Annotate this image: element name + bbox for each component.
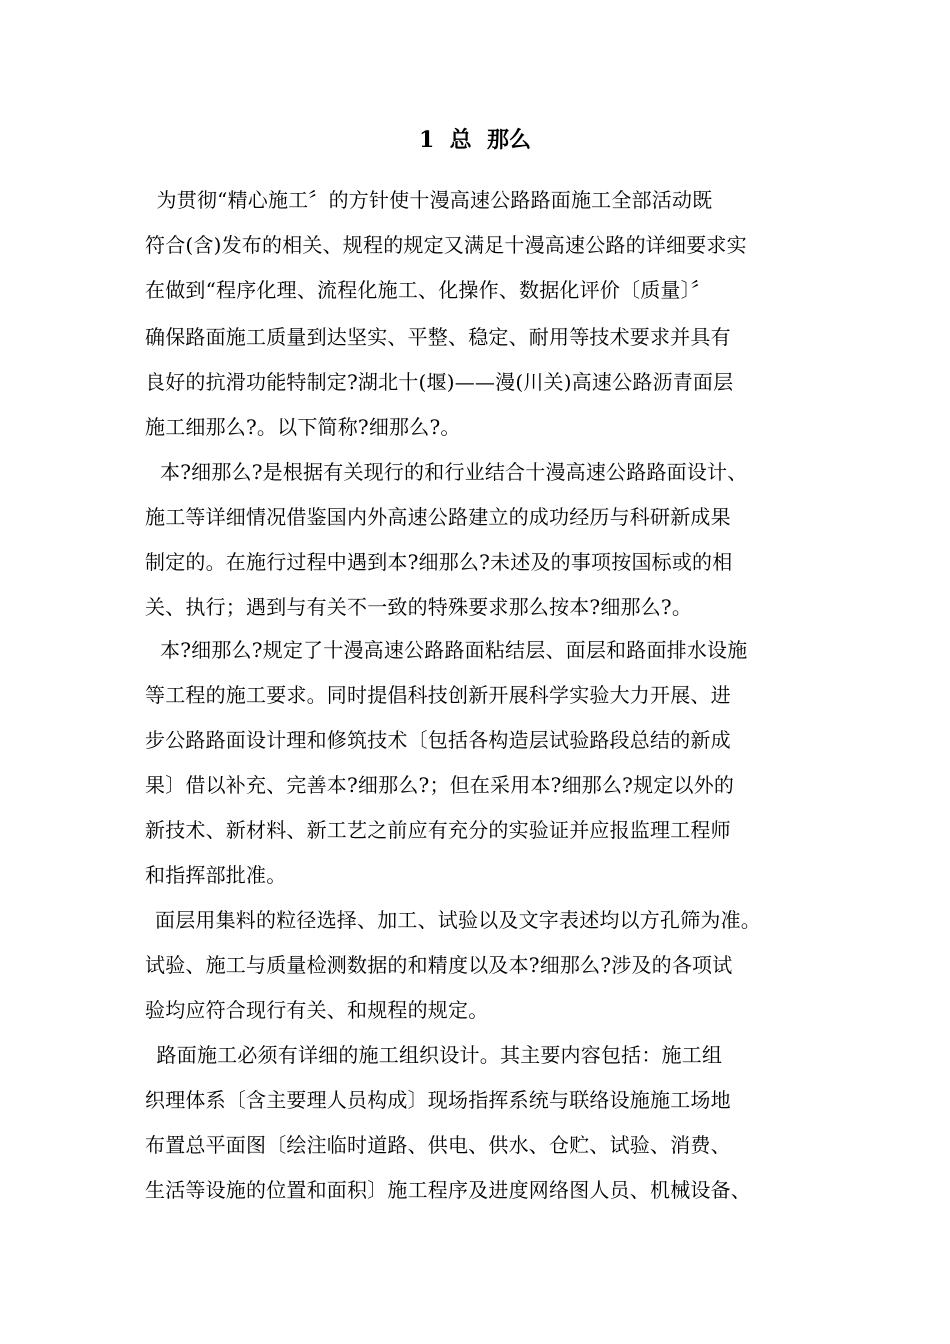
- paragraph-line: 施工等详细情况借鉴国内外高速公路建立的成功经历与科研新成果: [145, 505, 731, 529]
- page-title: 1 总 那么: [419, 127, 531, 153]
- paragraph-line: 步公路路面设计理和修筑技术〔包括各构造层试验路段总结的新成: [145, 728, 731, 752]
- paragraph-line: 在做到“程序化理、流程化施工、化操作、数据化评价〔质量〕〞: [145, 278, 712, 302]
- paragraph-line: 生活等设施的位置和面积〕施工程序及进度网络图人员、机械设备、: [145, 1178, 751, 1202]
- paragraph-line: 新技术、新材料、新工艺之前应有充分的实验证并应报监理工程师: [145, 818, 731, 842]
- paragraph-line: 符合(含)发布的相关、规程的规定又满足十漫高速公路的详细要求实: [145, 233, 747, 257]
- paragraph-line: 关、执行；遇到与有关不一致的特殊要求那么按本?细那么?。: [145, 595, 693, 619]
- paragraph-line: 良好的抗滑功能特制定?湖北十(堰)——漫(川关)高速公路沥青面层: [145, 370, 734, 394]
- paragraph-line: 确保路面施工质量到达坚实、平整、稳定、耐用等技术要求并具有: [145, 325, 731, 349]
- paragraph-line: 制定的。在施行过程中遇到本?细那么?未述及的事项按国标或的相: [145, 550, 733, 574]
- paragraph-line: 试验、施工与质量检测数据的和精度以及本?细那么?涉及的各项试: [145, 953, 733, 977]
- paragraph-line: 本?细那么?规定了十漫高速公路路面粘结层、面层和路面排水设施: [160, 638, 748, 662]
- paragraph-line: 为贯彻“精心施工〞的方针使十漫高速公路路面施工全部活动既: [150, 188, 713, 212]
- paragraph-line: 果〕借以补充、完善本?细那么?；但在采用本?细那么?规定以外的: [145, 773, 735, 797]
- paragraph-line: 本?细那么?是根据有关现行的和行业结合十漫高速公路路面设计、: [160, 460, 748, 484]
- paragraph-line: 布置总平面图〔绘注临时道路、供电、供水、仓贮、试验、消费、: [145, 1133, 731, 1157]
- paragraph-line: 等工程的施工要求。同时提倡科技创新开展科学实验大力开展、进: [145, 683, 731, 707]
- paragraph-line: 织理体系〔含主要理人员构成〕现场指挥系统与联络设施施工场地: [145, 1088, 731, 1112]
- paragraph-line: 施工细那么?。以下简称?细那么?。: [145, 415, 461, 439]
- paragraph-line: 验均应符合现行有关、和规程的规定。: [145, 998, 489, 1022]
- paragraph-line: 路面施工必须有详细的施工组织设计。其主要内容包括：施工组: [150, 1043, 723, 1067]
- paragraph-line: 面层用集料的粒径选择、加工、试验以及文字表述均以方孔筛为准。: [155, 908, 761, 932]
- paragraph-line: 和指挥部批准。: [145, 863, 287, 887]
